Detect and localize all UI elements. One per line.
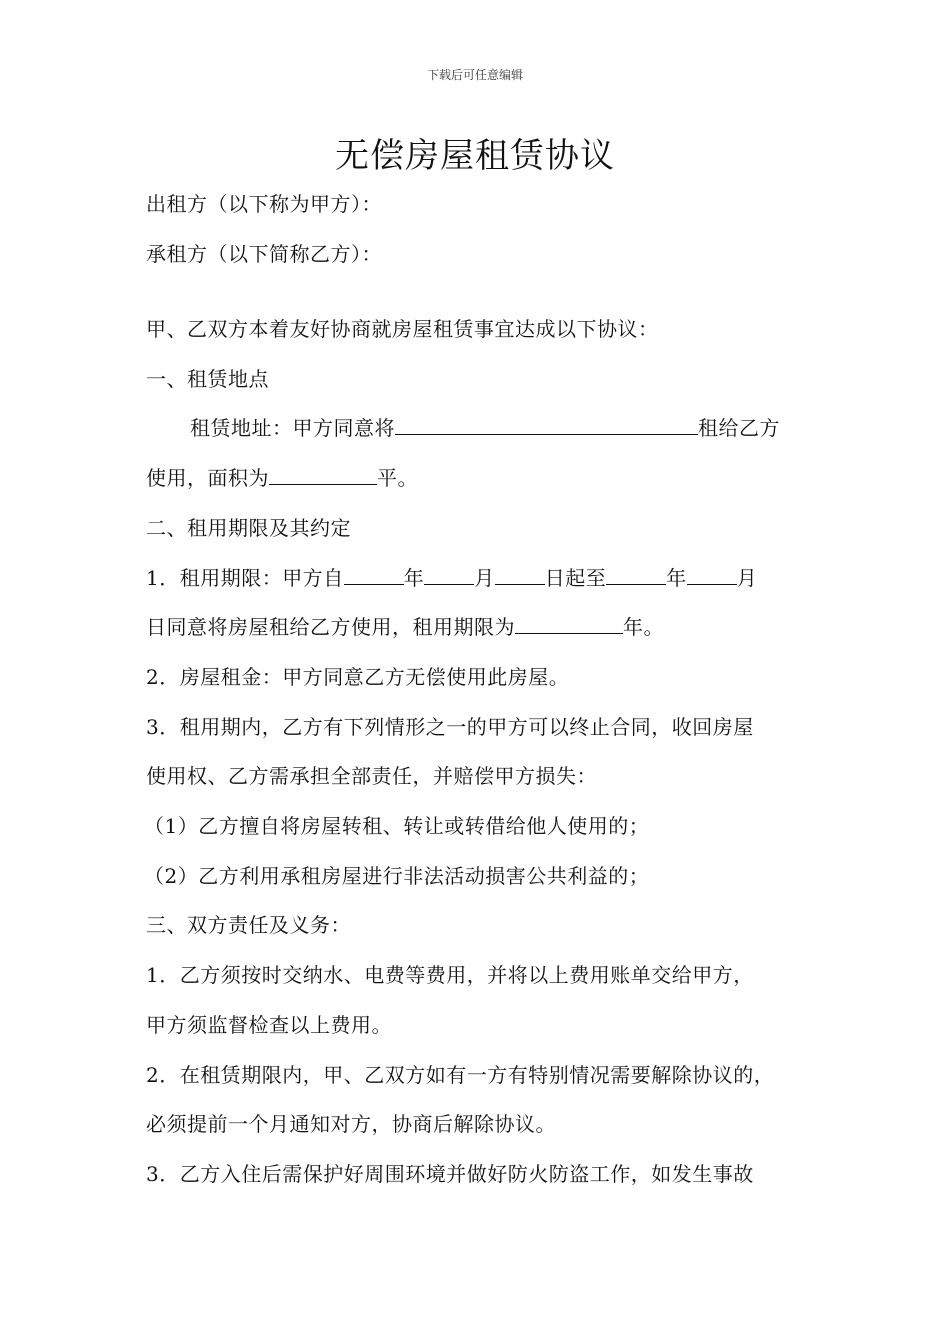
duty-2-cont: 必须提前一个月通知对方，协商后解除协议。 [146,1112,556,1136]
area-label: 使用，面积为 [146,466,269,490]
document-title: 无偿房屋租赁协议 [335,136,615,176]
lessor-line: 出租方（以下称为甲方）： [146,192,382,216]
term-years-blank[interactable] [515,611,623,634]
lessee-line: 承租方（以下简称乙方）： [146,242,382,266]
start-month-unit: 月 [474,566,495,590]
term-label: 1．租用期限：甲方自 [146,566,344,590]
start-day-blank[interactable] [495,562,545,585]
section-1-heading: 一、租赁地点 [146,367,269,391]
address-label: 租赁地址：甲方同意将 [190,416,395,440]
duty-1-cont: 甲方须监督检查以上费用。 [146,1013,392,1037]
termination-clause-cont: 使用权、乙方需承担全部责任，并赔偿甲方损失： [146,764,597,788]
termination-item-2: （2）乙方利用承租房屋进行非法活动损害公共利益的； [144,864,650,888]
duty-1: 1．乙方须按时交纳水、电费等费用，并将以上费用账单交给甲方， [146,963,754,987]
term-period-label: 日同意将房屋租给乙方使用，租用期限为 [146,615,515,639]
term-line-2 [146,611,664,640]
section-3-heading: 三、双方责任及义务： [146,913,351,937]
agreement-intro: 甲、乙双方本着友好协商就房屋租赁事宜达成以下协议： [146,317,659,341]
start-month-blank[interactable] [424,562,474,585]
rent-clause: 2．房屋租金：甲方同意乙方无偿使用此房屋。 [146,665,570,689]
area-blank[interactable] [269,462,377,485]
address-blank[interactable] [395,412,698,435]
start-year-blank[interactable] [344,562,404,585]
section-2-heading: 二、租用期限及其约定 [146,516,351,540]
duty-3: 3．乙方入住后需保护好周围环境并做好防火防盗工作，如发生事故 [146,1162,754,1186]
start-year-unit: 年 [403,566,425,590]
term-years-unit: 年。 [623,615,664,639]
termination-clause: 3．租用期内，乙方有下列情形之一的甲方可以终止合同，收回房屋 [146,715,754,739]
start-day-unit: 日起至 [544,566,607,590]
area-line [146,462,418,491]
end-month-unit: 月 [736,566,758,590]
end-year-unit: 年 [666,566,687,590]
end-month-blank[interactable] [687,562,737,585]
duty-2: 2．在租赁期限内，甲、乙双方如有一方有特别情况需要解除协议的， [146,1063,775,1087]
header-note: 下载后可任意编辑 [426,68,523,82]
address-line [190,412,780,441]
area-unit: 平。 [377,466,418,490]
end-year-blank[interactable] [606,562,666,585]
address-suffix: 租给乙方 [698,416,780,440]
termination-item-1: （1）乙方擅自将房屋转租、转让或转借给他人使用的； [144,814,650,838]
term-line [146,562,757,591]
